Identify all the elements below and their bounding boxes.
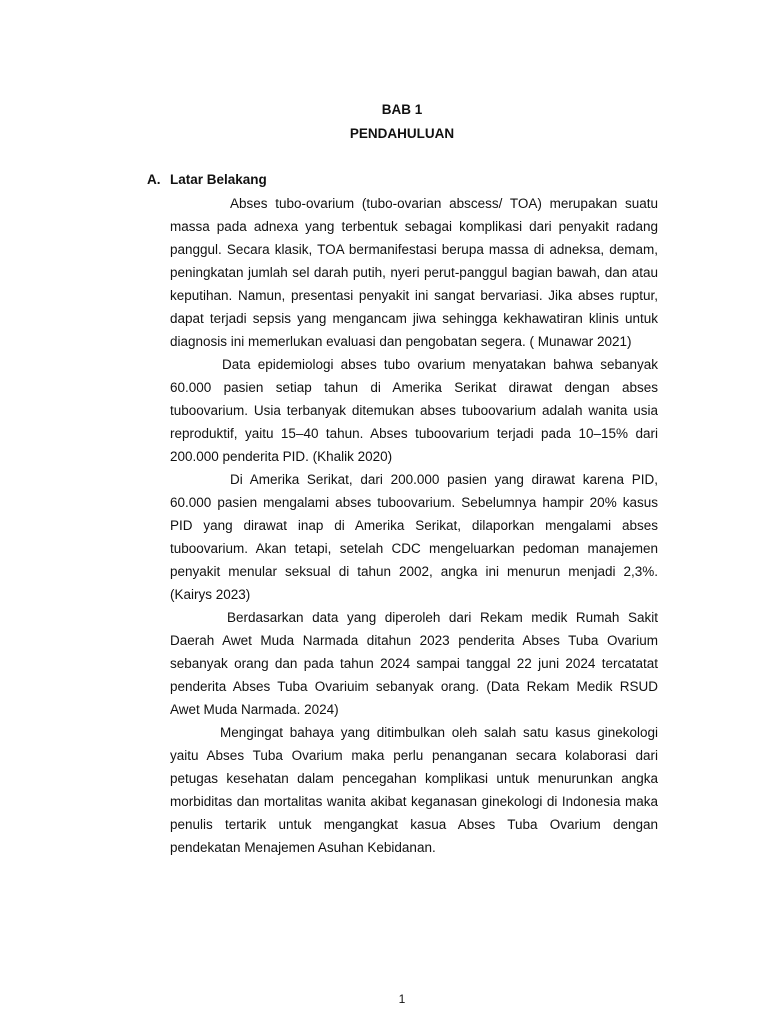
paragraph: Berdasarkan data yang diperoleh dari Rekam medik Rumah Sakit Daerah Awet Muda Narmada ditahun 2023 penderita Abses Tuba Ovarium sebanyak orang dan pada tahun 2024 sampai tanggal 22 juni 2024 tercatatat penderita Abses Tuba Ovariuim sebanyak orang. (Data Rekam Medik RSUD Awet Muda Narmada. 2024) <box>170 610 658 717</box>
body-text <box>170 192 658 859</box>
page-number: 1 <box>398 992 406 1006</box>
section-heading <box>147 172 267 187</box>
section-letter: A. <box>147 172 161 187</box>
paragraph: Abses tubo-ovarium (tubo-ovarian abscess/ TOA) merupakan suatu massa pada adnexa yang terbentuk sebagai komplikasi dari penyakit radang panggul. Secara klasik, TOA bermanifestasi berupa massa di adneksa, demam, peningkatan jumlah sel darah putih, nyeri perut-panggul bagian bawah, dan atau keputihan. Namun, presentasi penyakit ini sangat bervariasi. Jika abses ruptur, dapat terjadi sepsis yang mengancam jiwa sehingga kekhawatiran klinis untuk diagnosis ini memerlukan evaluasi dan pengobatan segera. ( Munawar 2021) <box>170 196 658 349</box>
paragraph: Mengingat bahaya yang ditimbulkan oleh salah satu kasus ginekologi yaitu Abses Tuba Ovarium maka perlu penanganan secara kolaborasi dari petugas kesehatan dalam pencegahan komplikasi untuk menurunkan angka morbiditas dan mortalitas wanita akibat keganasan ginekologi di Indonesia maka penulis tertarik untuk mengangkat kasua Abses Tuba Ovarium dengan pendekatan Menajemen Asuhan Kebidanan. <box>170 725 658 855</box>
paragraph: Di Amerika Serikat, dari 200.000 pasien yang dirawat karena PID, 60.000 pasien mengalami abses tuboovarium. Sebelumnya hampir 20% kasus PID yang dirawat inap di Amerika Serikat, dilaporkan mengalami abses tuboovarium. Akan tetapi, setelah CDC mengeluarkan pedoman manajemen penyakit menular seksual di tahun 2002, angka ini menurun menjadi 2,3%. (Kairys 2023) <box>170 472 658 602</box>
chapter-number: BAB 1 <box>381 102 423 117</box>
section-title: Latar Belakang <box>170 172 267 187</box>
chapter-title: PENDAHULUAN <box>349 126 455 141</box>
paragraph: Data epidemiologi abses tubo ovarium menyatakan bahwa sebanyak 60.000 pasien setiap tahun di Amerika Serikat dirawat dengan abses tuboovarium. Usia terbanyak ditemukan abses tuboovarium adalah wanita usia reproduktif, yaitu 15–40 tahun. Abses tuboovarium terjadi pada 10–15% dari 200.000 penderita PID. (Khalik 2020) <box>170 357 658 464</box>
